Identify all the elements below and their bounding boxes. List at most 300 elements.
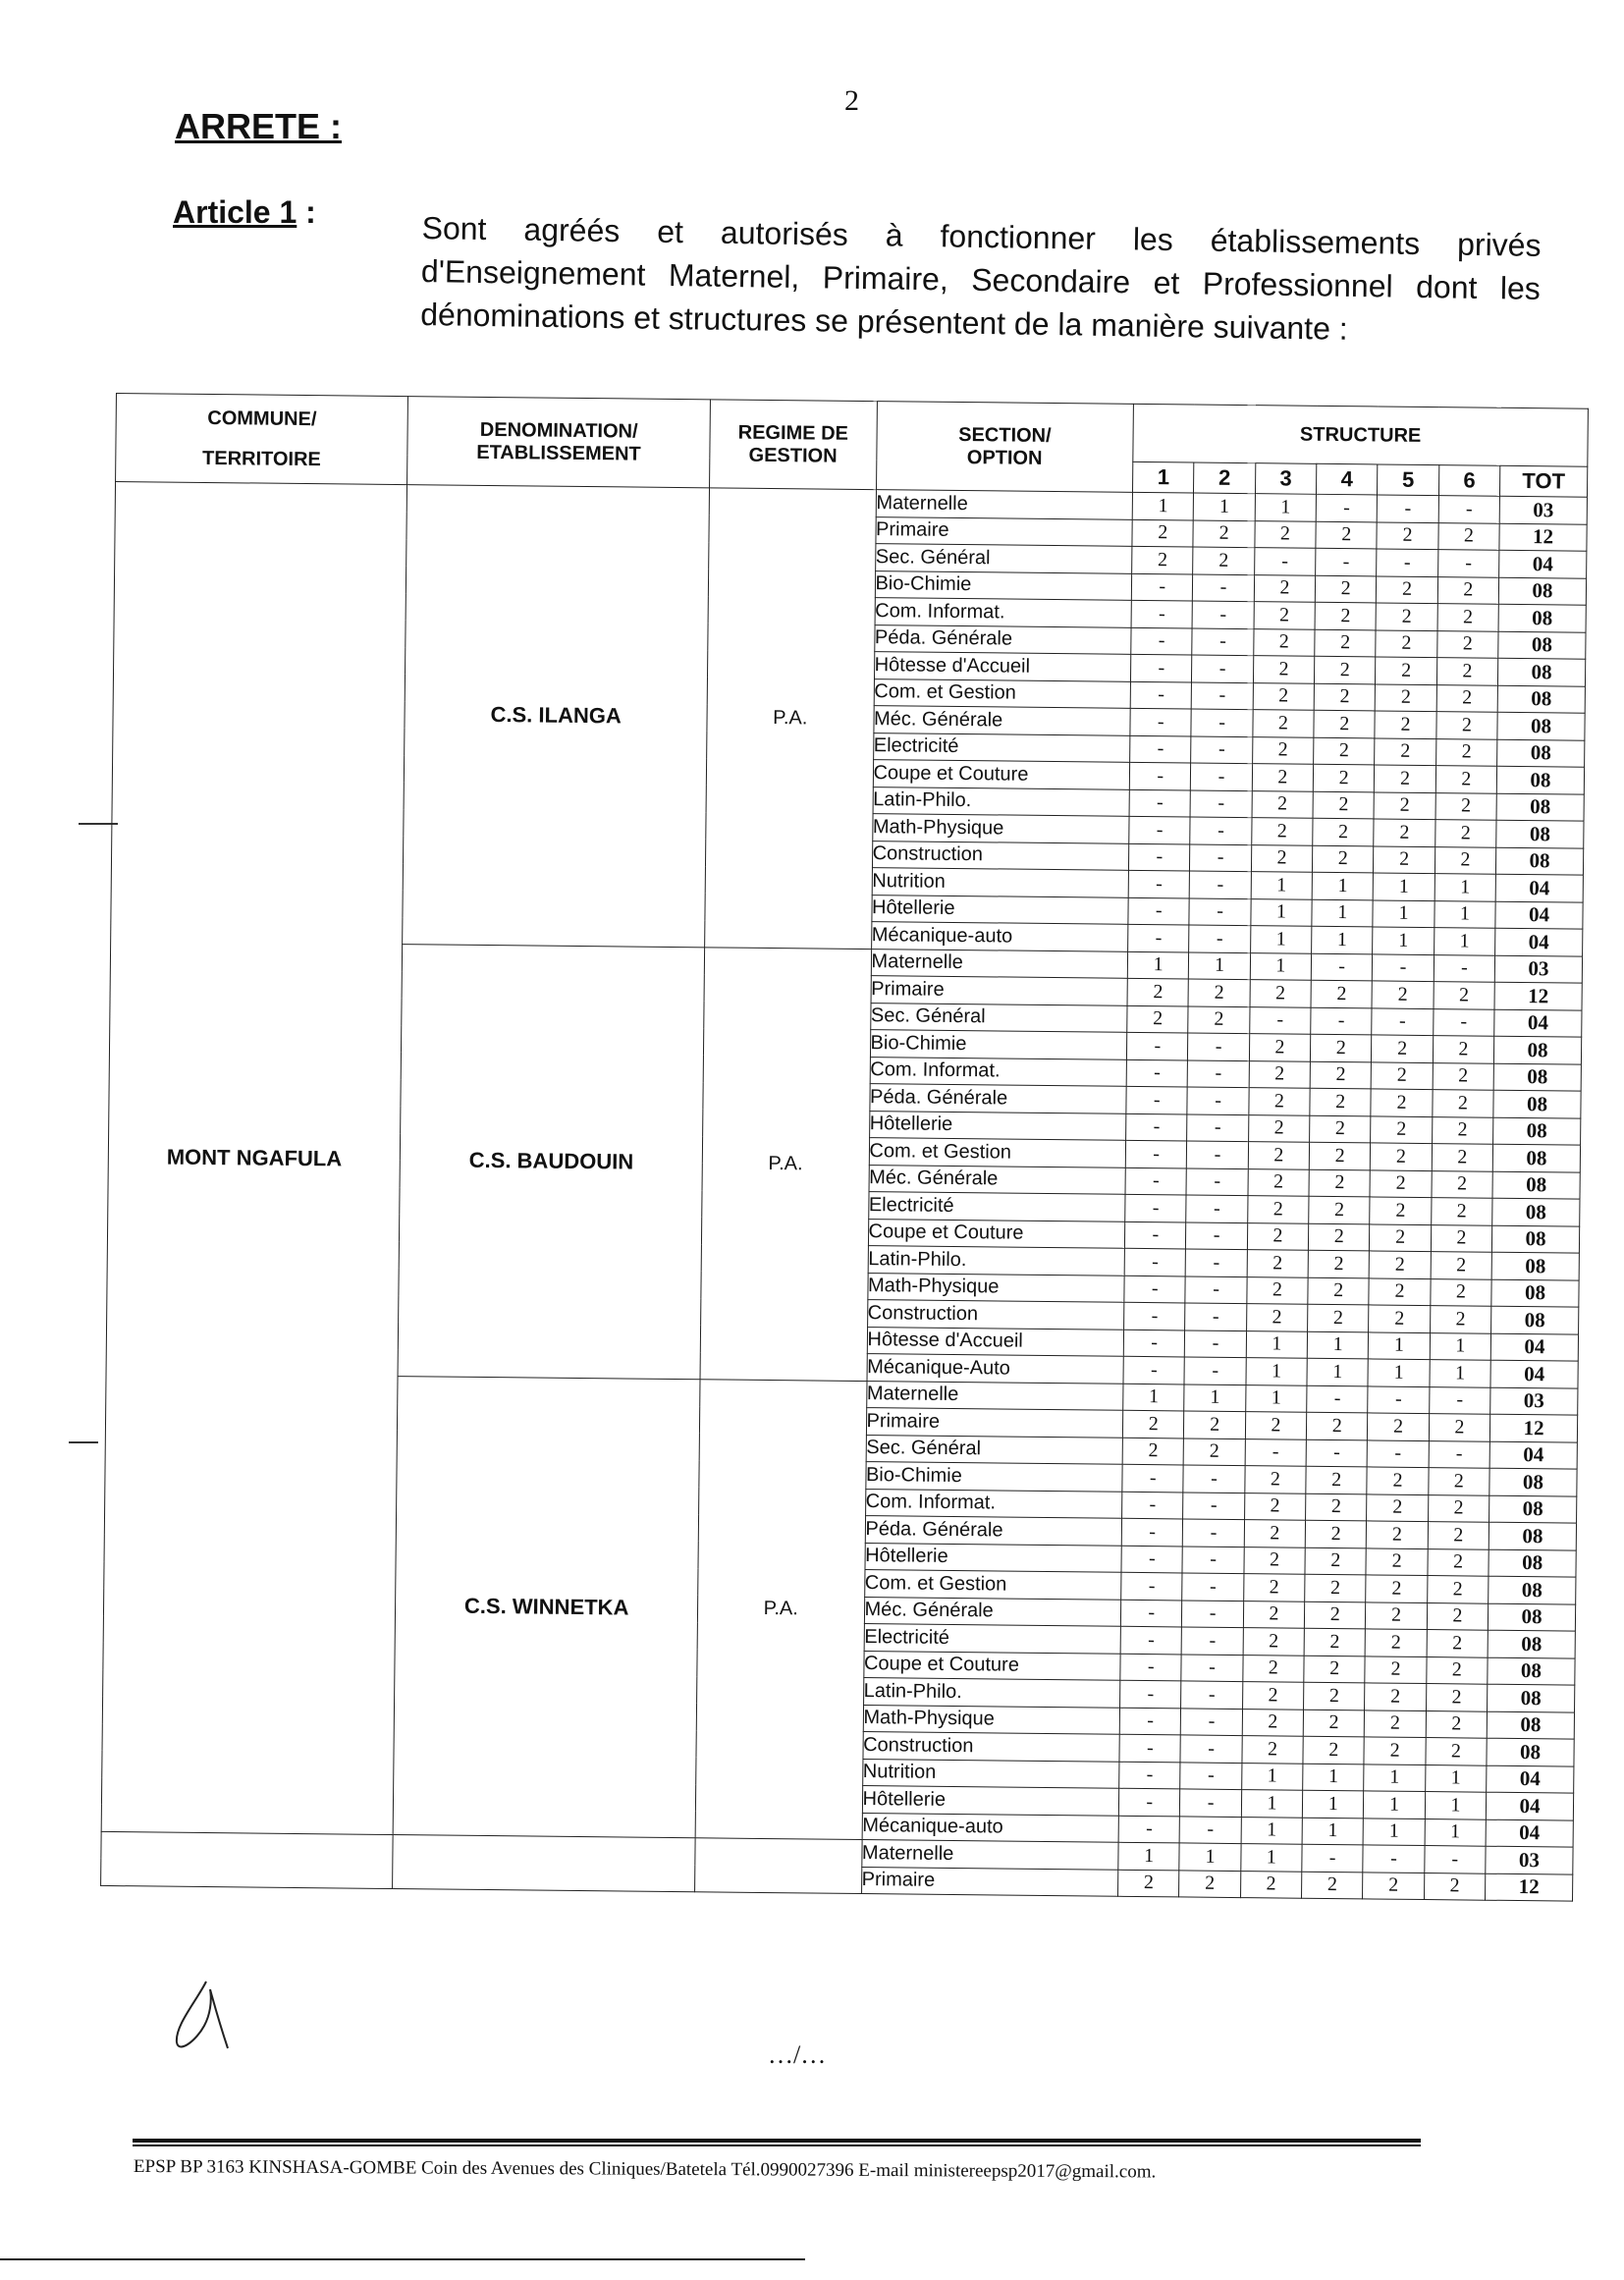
structure-cell-level-2: - — [1183, 1465, 1245, 1493]
total-cell: 08 — [1491, 1225, 1579, 1253]
structure-cell-level-4: 1 — [1307, 1331, 1369, 1359]
section-cell: Electricité — [864, 1624, 1121, 1654]
structure-cell-level-3: 1 — [1245, 1384, 1307, 1412]
section-cell: Math-Physique — [867, 1273, 1124, 1302]
structure-cell-level-2: - — [1184, 1357, 1246, 1384]
structure-cell-level-4: 2 — [1313, 845, 1375, 873]
structure-cell-level-1: - — [1121, 1572, 1183, 1600]
structure-cell-level-5: 2 — [1371, 1115, 1433, 1143]
header-level-6: 6 — [1438, 465, 1500, 497]
structure-cell-level-3: 2 — [1248, 1168, 1310, 1196]
structure-cell-level-3: 2 — [1247, 1276, 1309, 1304]
article-text: Sont agréés et autorisés à fonctionner les établissements privés d'Enseignement Maternel, Primaire, Secondaire et Professionnel dont les dénominations et structures se présentent de la manière suivante : — [419, 209, 1542, 347]
structure-cell-level-1: 2 — [1132, 546, 1194, 573]
section-cell: Nutrition — [862, 1759, 1119, 1788]
structure-cell-level-1: - — [1126, 1059, 1188, 1087]
section-cell: Coupe et Couture — [873, 760, 1130, 789]
structure-cell-level-3: - — [1254, 548, 1316, 575]
structure-cell-level-3: 1 — [1251, 872, 1313, 899]
structure-cell-level-5: 1 — [1364, 1791, 1426, 1819]
section-cell: Bio-Chimie — [875, 570, 1132, 600]
total-cell: 04 — [1487, 1765, 1574, 1793]
section-cell: Hôtellerie — [862, 1786, 1119, 1816]
structure-cell-level-5: 2 — [1374, 819, 1435, 846]
structure-cell-level-4: 2 — [1310, 1088, 1372, 1115]
structure-cell-level-2: 1 — [1194, 493, 1256, 520]
section-cell: Latin-Philo. — [868, 1246, 1125, 1276]
structure-cell-level-3: 2 — [1251, 844, 1313, 872]
section-cell: Primaire — [861, 1867, 1118, 1896]
header-denomination-line1: DENOMINATION/ — [479, 418, 638, 443]
structure-cell-level-1: - — [1123, 1356, 1185, 1384]
header-regime — [709, 400, 877, 490]
structure-cell-level-5: 2 — [1374, 845, 1435, 873]
structure-cell-level-6: - — [1433, 1008, 1494, 1036]
structure-cell-level-4: 2 — [1309, 1142, 1371, 1169]
structure-cell-level-6: 1 — [1425, 1819, 1487, 1846]
structure-cell-level-2: - — [1191, 763, 1253, 790]
structure-cell-level-2: 1 — [1189, 951, 1251, 979]
article-label-text: Article 1 — [173, 194, 298, 230]
structure-cell-level-6: 2 — [1431, 1278, 1492, 1306]
total-cell: 03 — [1494, 955, 1582, 983]
total-cell: 08 — [1489, 1549, 1576, 1577]
structure-cell-level-3: 2 — [1242, 1682, 1304, 1710]
structure-cell-level-2: - — [1182, 1600, 1244, 1627]
structure-cell-level-2: - — [1183, 1492, 1245, 1519]
section-cell: Maternelle — [871, 949, 1128, 978]
structure-cell-level-3: 2 — [1244, 1493, 1306, 1520]
structure-cell-level-6: 2 — [1437, 576, 1499, 604]
structure-cell-level-6: 2 — [1428, 1548, 1489, 1576]
structure-cell-level-1: - — [1123, 1330, 1185, 1357]
structure-cell-level-3: 2 — [1247, 1250, 1309, 1277]
structure-cell-level-6: 2 — [1427, 1602, 1489, 1630]
structure-cell-level-3: 2 — [1252, 736, 1314, 764]
structure-cell-level-5: 1 — [1373, 899, 1435, 927]
header-level-3: 3 — [1255, 463, 1317, 495]
structure-cell-level-4: 2 — [1305, 1520, 1367, 1547]
structure-cell-level-2: - — [1180, 1816, 1242, 1843]
structure-cell-level-2: 2 — [1184, 1411, 1246, 1439]
structure-cell-level-4: 2 — [1311, 980, 1373, 1007]
structure-cell-level-2: - — [1187, 1141, 1249, 1168]
structure-cell-level-4: - — [1316, 548, 1378, 575]
structure-cell-level-6: 2 — [1429, 1468, 1490, 1495]
decree-title: ARRETE : — [175, 106, 342, 146]
structure-cell-level-6: 2 — [1435, 820, 1496, 847]
structure-cell-level-5: 1 — [1369, 1331, 1431, 1359]
structure-cell-level-4: 2 — [1313, 764, 1375, 791]
total-cell: 04 — [1486, 1819, 1573, 1847]
structure-cell-level-6: 2 — [1433, 1062, 1494, 1090]
structure-cell-level-1: - — [1128, 924, 1190, 951]
structure-cell-level-1: - — [1125, 1194, 1187, 1221]
total-cell: 08 — [1493, 1036, 1581, 1063]
structure-cell-level-1: - — [1119, 1708, 1181, 1735]
structure-cell-level-2: - — [1180, 1789, 1242, 1817]
signature-mark — [167, 1972, 236, 2056]
structure-cell-level-4: - — [1311, 1007, 1373, 1035]
total-cell: 08 — [1488, 1603, 1575, 1631]
section-cell: Com. Informat. — [865, 1489, 1122, 1518]
structure-cell-level-3: 2 — [1252, 790, 1314, 818]
structure-cell-level-4: 2 — [1315, 629, 1377, 657]
structure-cell-level-5: 2 — [1365, 1710, 1427, 1737]
total-cell: 08 — [1492, 1171, 1580, 1199]
structure-cell-level-2: - — [1186, 1221, 1248, 1249]
structure-cell-level-3: 2 — [1243, 1628, 1305, 1656]
structure-cell-level-6: 2 — [1430, 1306, 1491, 1333]
total-cell: 12 — [1499, 523, 1587, 551]
section-cell: Electricité — [873, 733, 1130, 762]
structure-cell-level-1: 2 — [1123, 1410, 1185, 1438]
structure-cell-level-6: 2 — [1428, 1522, 1489, 1549]
regime-cell: P.A. — [705, 488, 876, 949]
section-cell: Hôtellerie — [865, 1543, 1122, 1572]
footer-address: EPSP BP 3163 KINSHASA-GOMBE Coin des Avenues des Cliniques/Batetela Tél.0990027396 E-mail ministereepsp2017@gmail.com. — [133, 2156, 1157, 2183]
structure-cell-level-4: 1 — [1302, 1790, 1364, 1818]
section-cell: Com. et Gestion — [864, 1570, 1121, 1600]
section-cell: Hôtellerie — [869, 1111, 1126, 1140]
structure-cell-level-1: 1 — [1123, 1384, 1185, 1411]
total-cell: 08 — [1493, 1117, 1581, 1145]
total-cell: 12 — [1486, 1873, 1573, 1901]
total-cell: 08 — [1493, 1063, 1581, 1091]
structure-cell-level-3: 2 — [1252, 764, 1314, 791]
structure-cell-level-6: - — [1429, 1440, 1490, 1468]
structure-cell-level-5: - — [1372, 1007, 1434, 1035]
total-cell: 12 — [1489, 1414, 1577, 1441]
structure-cell-level-4: 2 — [1308, 1250, 1370, 1277]
structure-cell-level-1: - — [1121, 1518, 1183, 1546]
structure-cell-level-6: 2 — [1432, 1170, 1493, 1198]
structure-cell-level-5: 2 — [1370, 1251, 1432, 1278]
structure-cell-level-3: 1 — [1246, 1358, 1308, 1385]
structure-cell-level-3: 2 — [1254, 574, 1316, 602]
structure-cell-level-3: 1 — [1241, 1763, 1303, 1790]
school-name-cell: C.S. ILANGA — [403, 485, 709, 948]
total-cell: 08 — [1496, 820, 1584, 847]
structure-cell-level-6: 1 — [1425, 1792, 1487, 1819]
structure-cell-level-3: 2 — [1245, 1466, 1307, 1493]
commune-cell — [101, 1831, 394, 1888]
section-cell: Sec. Général — [870, 1003, 1127, 1032]
structure-cell-level-4: 2 — [1304, 1601, 1366, 1629]
section-cell: Péda. Générale — [865, 1516, 1122, 1546]
structure-cell-level-5: 2 — [1365, 1683, 1427, 1710]
structure-cell-level-5: - — [1368, 1439, 1430, 1467]
structure-cell-level-6: 2 — [1436, 684, 1498, 712]
structure-cell-level-5: 2 — [1371, 1089, 1433, 1116]
structure-cell-level-3: 1 — [1250, 926, 1312, 953]
structure-cell-level-2: - — [1189, 897, 1251, 925]
header-denomination-line2: ETABLISSEMENT — [476, 441, 641, 465]
structure-cell-level-4: 2 — [1305, 1574, 1367, 1601]
structure-cell-level-1: - — [1120, 1626, 1182, 1654]
structure-cell-level-2: - — [1192, 627, 1254, 655]
structure-cell-level-3: 2 — [1251, 818, 1313, 845]
structure-cell-level-2: 2 — [1193, 547, 1255, 574]
total-cell: 08 — [1487, 1711, 1574, 1739]
school-name-cell: C.S. BAUDOUIN — [398, 944, 704, 1379]
continuation-mark: …/… — [768, 2040, 827, 2069]
structure-cell-level-4: 2 — [1315, 656, 1377, 683]
section-cell: Com. et Gestion — [869, 1138, 1126, 1167]
structure-cell-level-1: - — [1131, 600, 1193, 627]
structure-cell-level-1: - — [1124, 1276, 1186, 1303]
structure-cell-level-6: 2 — [1427, 1576, 1489, 1603]
section-cell: Construction — [867, 1300, 1124, 1330]
structure-cell-level-2: - — [1181, 1708, 1243, 1735]
section-cell: Maternelle — [876, 490, 1133, 519]
structure-cell-level-1: - — [1129, 843, 1191, 871]
structure-cell-level-4: 2 — [1314, 683, 1376, 711]
total-cell: 08 — [1491, 1279, 1579, 1307]
article-label — [173, 194, 316, 231]
footer-rule — [133, 2144, 1421, 2146]
structure-cell-level-4: 1 — [1307, 1358, 1369, 1385]
footer-rule — [133, 2139, 1421, 2143]
regime-cell: P.A. — [695, 1379, 866, 1839]
section-cell: Mécanique-auto — [871, 922, 1128, 951]
structure-cell-level-1: - — [1127, 1032, 1189, 1059]
structure-cell-level-2: - — [1193, 573, 1255, 601]
structure-cell-level-2: - — [1180, 1735, 1242, 1763]
structure-cell-level-2: - — [1185, 1330, 1247, 1357]
structure-cell-level-1: - — [1119, 1762, 1181, 1789]
structure-cell-level-1: - — [1121, 1546, 1183, 1573]
structure-cell-level-3: 2 — [1243, 1601, 1305, 1628]
total-cell: 04 — [1490, 1333, 1578, 1361]
total-cell: 08 — [1489, 1468, 1577, 1495]
table-header-row — [116, 394, 1589, 467]
structure-cell-level-3: 2 — [1253, 710, 1315, 737]
regime-cell — [694, 1838, 861, 1894]
structure-cell-level-6: 2 — [1435, 846, 1496, 874]
total-cell: 08 — [1489, 1495, 1577, 1523]
structure-cell-level-2: - — [1191, 709, 1253, 736]
section-cell: Math-Physique — [872, 814, 1129, 843]
structure-cell-level-2: - — [1192, 601, 1254, 628]
structure-cell-level-3: 2 — [1244, 1520, 1306, 1547]
structure-cell-level-1: 2 — [1118, 1870, 1180, 1897]
structure-cell-level-5: - — [1363, 1845, 1425, 1873]
structure-cell-level-4: - — [1311, 953, 1373, 981]
structure-cell-level-4: - — [1306, 1439, 1368, 1467]
structure-cell-level-3: 1 — [1250, 952, 1312, 980]
total-cell: 08 — [1497, 712, 1585, 739]
structure-cell-level-5: - — [1378, 495, 1439, 522]
structure-cell-level-1: - — [1130, 681, 1192, 709]
structure-cell-level-1: - — [1119, 1734, 1181, 1762]
total-cell: 08 — [1491, 1306, 1579, 1333]
section-cell: Electricité — [868, 1192, 1125, 1221]
structure-cell-level-5: 2 — [1369, 1305, 1431, 1332]
section-cell: Bio-Chimie — [865, 1462, 1122, 1492]
structure-cell-level-5: 2 — [1376, 683, 1437, 711]
structure-cell-level-5: 2 — [1370, 1169, 1432, 1197]
structure-cell-level-4: 2 — [1314, 710, 1376, 737]
structure-cell-level-6: 2 — [1435, 792, 1497, 820]
structure-cell-level-5: 2 — [1372, 1061, 1434, 1089]
structure-cell-level-6: 2 — [1438, 522, 1500, 550]
total-cell: 08 — [1488, 1684, 1575, 1711]
structure-cell-level-4: - — [1302, 1844, 1364, 1872]
structure-cell-level-2: - — [1180, 1762, 1242, 1789]
header-regime-line1: REGIME DE — [737, 421, 849, 445]
structure-cell-level-4: 2 — [1302, 1872, 1364, 1899]
structure-cell-level-2: - — [1181, 1654, 1243, 1681]
total-cell: 08 — [1489, 1576, 1576, 1603]
structure-cell-level-6: 2 — [1433, 1036, 1494, 1063]
structure-cell-level-6: 2 — [1426, 1738, 1488, 1765]
section-cell: Bio-Chimie — [870, 1030, 1127, 1059]
structure-cell-level-5: 2 — [1367, 1467, 1429, 1494]
total-cell: 08 — [1493, 1090, 1581, 1117]
header-regime-line2: GESTION — [748, 444, 838, 467]
structure-cell-level-3: 1 — [1241, 1844, 1303, 1872]
structure-cell-level-5: 2 — [1367, 1493, 1429, 1521]
structure-cell-level-4: 2 — [1306, 1412, 1368, 1439]
structure-cell-level-2: - — [1183, 1519, 1245, 1547]
header-commune-line2: TERRITOIRE — [201, 447, 321, 470]
structure-cell-level-2: - — [1188, 1033, 1250, 1060]
structure-cell-level-3: 2 — [1248, 1142, 1310, 1169]
structure-cell-level-2: 2 — [1179, 1870, 1241, 1897]
structure-cell-level-6: 2 — [1431, 1198, 1492, 1225]
structure-cell-level-2: - — [1186, 1249, 1248, 1276]
header-level-1: 1 — [1133, 461, 1195, 493]
structure-cell-level-2: - — [1192, 681, 1254, 709]
structure-cell-level-6: 2 — [1431, 1252, 1492, 1279]
article-label-colon: : — [297, 194, 316, 230]
regime-cell: P.A. — [700, 947, 871, 1381]
structure-cell-level-5: 2 — [1375, 711, 1436, 738]
structure-cell-level-5: 1 — [1373, 927, 1435, 954]
structure-cell-level-5: 2 — [1366, 1629, 1428, 1656]
structure-cell-level-5: 2 — [1375, 765, 1436, 792]
structure-cell-level-1: - — [1128, 897, 1190, 925]
structure-cell-level-4: - — [1307, 1385, 1369, 1413]
structure-cell-level-2: - — [1182, 1573, 1244, 1601]
total-cell: 08 — [1492, 1198, 1580, 1225]
structure-cell-level-4: 2 — [1304, 1628, 1366, 1656]
structure-cell-level-4: 2 — [1308, 1304, 1370, 1331]
section-cell: Primaire — [875, 516, 1132, 546]
structure-cell-level-4: 2 — [1314, 737, 1376, 765]
structure-cell-level-2: - — [1182, 1627, 1244, 1655]
structure-cell-level-6: 2 — [1432, 1144, 1493, 1171]
structure-cell-level-6: 2 — [1435, 738, 1497, 766]
total-cell: 03 — [1486, 1846, 1573, 1873]
structure-cell-level-2: - — [1186, 1195, 1248, 1222]
structure-cell-level-5: 1 — [1368, 1359, 1430, 1386]
structure-cell-level-2: - — [1190, 817, 1252, 844]
total-cell: 08 — [1496, 847, 1584, 875]
total-cell: 04 — [1495, 928, 1583, 955]
section-cell: Méc. Générale — [869, 1165, 1126, 1194]
section-cell: Maternelle — [866, 1381, 1123, 1410]
total-cell: 08 — [1489, 1522, 1576, 1549]
structure-cell-level-2: - — [1187, 1113, 1249, 1141]
structure-cell-level-4: 2 — [1313, 818, 1375, 845]
structure-cell-level-6: 2 — [1437, 604, 1499, 631]
section-cell: Maternelle — [861, 1840, 1118, 1870]
section-cell: Hôtesse d'Accueil — [867, 1327, 1124, 1356]
structure-cell-level-5: 1 — [1363, 1818, 1425, 1845]
structure-cell-level-4: 2 — [1304, 1682, 1366, 1710]
structure-cell-level-5: 2 — [1369, 1277, 1431, 1305]
structure-cell-level-6: 2 — [1428, 1494, 1489, 1522]
total-cell: 04 — [1495, 901, 1583, 929]
section-cell: Mécanique-Auto — [867, 1354, 1124, 1384]
structure-cell-level-6: - — [1425, 1846, 1487, 1873]
structure-cell-level-3: - — [1249, 1006, 1311, 1034]
structure-cell-level-4: 2 — [1306, 1466, 1368, 1493]
structure-cell-level-5: 2 — [1366, 1601, 1428, 1629]
structure-cell-level-1: 1 — [1132, 492, 1194, 519]
structure-cell-level-1: - — [1129, 789, 1191, 817]
structure-cell-level-2: - — [1185, 1303, 1247, 1330]
structure-cell-level-3: 2 — [1240, 1871, 1302, 1898]
structure-cell-level-4: 2 — [1309, 1223, 1371, 1251]
structure-cell-level-4: 1 — [1312, 926, 1374, 953]
section-cell: Primaire — [866, 1408, 1123, 1438]
structure-cell-level-4: 2 — [1315, 575, 1377, 603]
section-cell: Math-Physique — [863, 1705, 1120, 1734]
structure-cell-level-3: 2 — [1254, 628, 1316, 656]
structure-cell-level-4: 2 — [1303, 1710, 1365, 1737]
structure-cell-level-4: 1 — [1312, 899, 1374, 927]
section-cell: Latin-Philo. — [863, 1678, 1120, 1708]
header-commune — [116, 394, 408, 485]
structure-cell-level-2: - — [1192, 655, 1254, 682]
structure-cell-level-3: 1 — [1241, 1817, 1303, 1844]
structure-cell-level-5: 2 — [1367, 1521, 1429, 1548]
total-cell: 08 — [1488, 1657, 1575, 1685]
structure-cell-level-3: - — [1245, 1439, 1307, 1466]
structure-cell-level-4: - — [1316, 494, 1378, 521]
header-section-line1: SECTION/ — [958, 423, 1052, 447]
structure-cell-level-5: 2 — [1370, 1197, 1432, 1224]
structure-cell-level-4: 2 — [1313, 791, 1375, 819]
header-level-2: 2 — [1194, 462, 1256, 494]
structure-cell-level-3: 2 — [1248, 1114, 1310, 1142]
schools-table — [100, 393, 1589, 1902]
structure-cell-level-5: 2 — [1372, 981, 1434, 1008]
structure-cell-level-3: 2 — [1249, 1060, 1311, 1088]
structure-cell-level-2: - — [1190, 871, 1252, 898]
structure-cell-level-3: 2 — [1242, 1736, 1304, 1764]
structure-cell-level-6: 2 — [1431, 1224, 1492, 1252]
structure-cell-level-1: 2 — [1122, 1438, 1184, 1465]
section-cell: Construction — [872, 841, 1129, 870]
structure-cell-level-1: - — [1126, 1113, 1188, 1141]
structure-cell-level-6: 2 — [1436, 630, 1498, 658]
structure-cell-level-2: - — [1185, 1276, 1247, 1303]
table-body — [101, 482, 1588, 1902]
structure-cell-level-1: - — [1131, 654, 1193, 681]
structure-cell-level-5: 2 — [1372, 1035, 1434, 1062]
section-cell: Coupe et Couture — [863, 1651, 1120, 1680]
structure-cell-level-4: 2 — [1316, 521, 1378, 549]
section-cell: Péda. Générale — [874, 624, 1131, 654]
section-cell: Nutrition — [872, 868, 1129, 897]
commune-cell: MONT NGAFULA — [101, 482, 407, 1835]
structure-cell-level-5: 2 — [1376, 657, 1437, 684]
section-cell: Construction — [862, 1732, 1119, 1762]
